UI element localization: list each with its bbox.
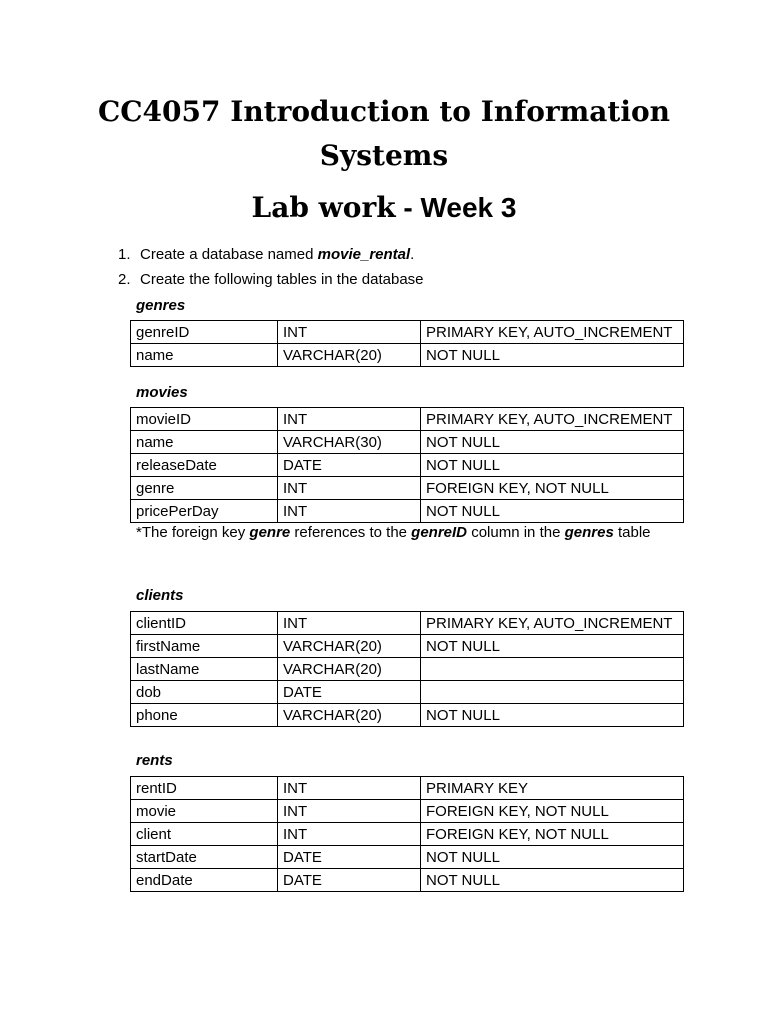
constraint-cell: FOREIGN KEY, NOT NULL (421, 477, 684, 500)
constraint-cell: PRIMARY KEY, AUTO_INCREMENT (421, 408, 684, 431)
data-type-cell: INT (278, 477, 421, 500)
data-type-cell: DATE (278, 869, 421, 892)
column-name-cell: startDate (131, 846, 278, 869)
data-type-cell: INT (278, 800, 421, 823)
table-row (131, 321, 684, 344)
table-row (131, 612, 684, 635)
subtitle-lab-work: Lab work (251, 191, 396, 224)
column-name-cell: dob (131, 681, 278, 704)
data-type-cell: VARCHAR(20) (278, 344, 421, 367)
table-movies (130, 407, 684, 523)
table-row (131, 477, 684, 500)
data-type-cell: VARCHAR(30) (278, 431, 421, 454)
column-name-cell: movieID (131, 408, 278, 431)
constraint-cell: PRIMARY KEY, AUTO_INCREMENT (421, 321, 684, 344)
note-emphasis-genres: genres (564, 524, 614, 541)
instruction-1 (118, 244, 414, 266)
constraint-cell (421, 681, 684, 704)
instruction-text: Create the following tables in the database (140, 271, 424, 288)
constraint-cell: NOT NULL (421, 431, 684, 454)
data-type-cell: INT (278, 777, 421, 800)
instruction-text: Create a database named (140, 246, 318, 263)
database-name: movie_rental (317, 246, 411, 263)
column-name-cell: pricePerDay (131, 500, 278, 523)
table-row (131, 777, 684, 800)
data-type-cell: VARCHAR(20) (278, 704, 421, 727)
data-type-cell: INT (278, 823, 421, 846)
table-label-genres: genres (136, 297, 186, 314)
constraint-cell: NOT NULL (421, 846, 684, 869)
column-name-cell: clientID (131, 612, 278, 635)
table-row (131, 658, 684, 681)
table-row (131, 431, 684, 454)
table-row (131, 344, 684, 367)
table-row (131, 869, 684, 892)
table-label-clients: clients (136, 587, 184, 604)
column-name-cell: releaseDate (131, 454, 278, 477)
data-type-cell: VARCHAR(20) (278, 658, 421, 681)
table-clients (130, 611, 684, 727)
document-title-line-2: Systems (319, 139, 449, 172)
constraint-cell: NOT NULL (421, 500, 684, 523)
constraint-cell: NOT NULL (421, 454, 684, 477)
foreign-key-note (136, 520, 679, 546)
column-name-cell: rentID (131, 777, 278, 800)
instruction-number: 1. (118, 246, 131, 263)
column-name-cell: lastName (131, 658, 278, 681)
constraint-cell: FOREIGN KEY, NOT NULL (421, 800, 684, 823)
constraint-cell: NOT NULL (421, 869, 684, 892)
constraint-cell (421, 658, 684, 681)
data-type-cell: DATE (278, 846, 421, 869)
table-row (131, 408, 684, 431)
column-name-cell: endDate (131, 869, 278, 892)
data-type-cell: DATE (278, 454, 421, 477)
table-label-rents: rents (136, 752, 173, 769)
data-type-cell: DATE (278, 681, 421, 704)
table-row (131, 635, 684, 658)
column-name-cell: name (131, 431, 278, 454)
column-name-cell: name (131, 344, 278, 367)
table-label-movies: movies (136, 384, 188, 401)
constraint-cell: NOT NULL (421, 635, 684, 658)
note-emphasis-genre: genre (249, 524, 291, 541)
constraint-cell: NOT NULL (421, 344, 684, 367)
instruction-text-end: . (410, 246, 415, 263)
note-text: *The foreign key (136, 524, 250, 541)
column-name-cell: genreID (131, 321, 278, 344)
column-name-cell: client (131, 823, 278, 846)
data-type-cell: INT (278, 321, 421, 344)
document-subtitle (0, 188, 768, 228)
constraint-cell: FOREIGN KEY, NOT NULL (421, 823, 684, 846)
table-row (131, 823, 684, 846)
table-row (131, 681, 684, 704)
note-emphasis-genreid: genreID (411, 524, 468, 541)
constraint-cell: NOT NULL (421, 704, 684, 727)
table-row (131, 800, 684, 823)
table-row (131, 454, 684, 477)
table-row (131, 846, 684, 869)
data-type-cell: INT (278, 408, 421, 431)
column-name-cell: phone (131, 704, 278, 727)
instruction-2 (118, 269, 424, 291)
note-text: table (613, 524, 651, 541)
data-type-cell: INT (278, 612, 421, 635)
table-genres (130, 320, 684, 367)
table-row (131, 704, 684, 727)
subtitle-week: - Week 3 (395, 192, 517, 223)
constraint-cell: PRIMARY KEY, AUTO_INCREMENT (421, 612, 684, 635)
column-name-cell: movie (131, 800, 278, 823)
data-type-cell: VARCHAR(20) (278, 635, 421, 658)
instruction-number: 2. (118, 271, 131, 288)
column-name-cell: genre (131, 477, 278, 500)
table-rents (130, 776, 684, 892)
document-title-line-1: CC4057 Introduction to Information (97, 95, 671, 128)
note-text: column in the (467, 524, 565, 541)
column-name-cell: firstName (131, 635, 278, 658)
constraint-cell: PRIMARY KEY (421, 777, 684, 800)
data-type-cell: INT (278, 500, 421, 523)
note-text: references to the (290, 524, 412, 541)
